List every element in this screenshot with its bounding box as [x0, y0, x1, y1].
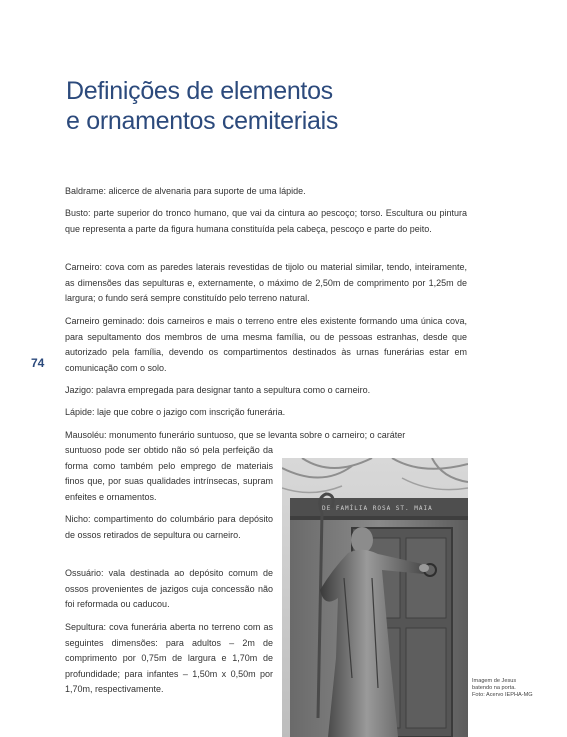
photo-caption [472, 678, 562, 700]
page-title [66, 76, 338, 136]
definition-lapide: Lápide: laje que cobre o jazigo com inscrição funerária. [65, 407, 286, 417]
title-line-2: e ornamentos cemiteriais [66, 107, 339, 135]
photo-illustration [282, 458, 468, 737]
definition-mausoleu-rest: suntuoso pode ser obtido não só pela perfeição da forma como também pelo emprego de materiais finos que, por suas qualidades intrínsecas, supram enfeites e ornamentos. [65, 445, 273, 502]
definition-carneiro-geminado: Carneiro geminado: dois carneiros e mais o terreno entre eles existente formando uma única cova, para sepultamento dos membros de uma mesma família, ou de pessoas estranhas, desde que autorizado pela família, devendo os compartimentos destinados às urnas funerárias estar em comunicação com o solo. [65, 316, 467, 373]
caption-line-1: Imagem de Jesus [472, 678, 517, 684]
definition-jazigo: Jazigo: palavra empregada para designar tanto a sepultura como o carneiro. [65, 385, 371, 395]
definition-mausoleu-line1: Mausoléu: monumento funerário suntuoso, que se levanta sobre o carneiro; o caráter [65, 430, 406, 440]
definition-nicho: Nicho: compartimento do columbário para depósito de ossos retirados de sepultura ou carneiro. [65, 514, 273, 540]
title-line-1: Definições de elementos [66, 77, 333, 105]
page-number: 74 [31, 356, 45, 370]
definition-sepultura: Sepultura: cova funerária aberta no terreno com as seguintes dimensões: para adultos – 2m de comprimento por 0,75m de largura e 1,70m de profundidade; para infantes – 1,50m x 0,50m por 1,70m, respectivamente. [65, 622, 273, 694]
jesus-statue-photo [282, 458, 468, 737]
definition-baldrame: Baldrame: alicerce de alvenaria para suporte de uma lápide. [65, 186, 306, 196]
caption-line-3: Foto: Acervo IEPHA-MG [472, 692, 533, 699]
definition-ossuario: Ossuário: vala destinada ao depósito comum de ossos provenientes de jazigos cuja concessão não foi reformada ou caducou. [65, 568, 273, 609]
mausoleum-inscription: DE FAMÍLIA ROSA ST. MAIA [322, 505, 433, 512]
definition-carneiro: Carneiro: cova com as paredes laterais revestidas de tijolo ou material similar, tendo, inteiramente, as dimensões das sepulturas e, externamente, o máximo de 2,50m de comprimento por 1,25m de largura; o fundo será sempre constituído pelo terreno natural. [65, 262, 467, 303]
caption-line-2: batendo na porta. [472, 685, 516, 692]
definition-busto: Busto: parte superior do tronco humano, que vai da cintura ao pescoço; torso. Escultura ou pintura que representa a parte da figura humana constituída pela cabeça, pescoço e parte do peito. [65, 208, 467, 234]
